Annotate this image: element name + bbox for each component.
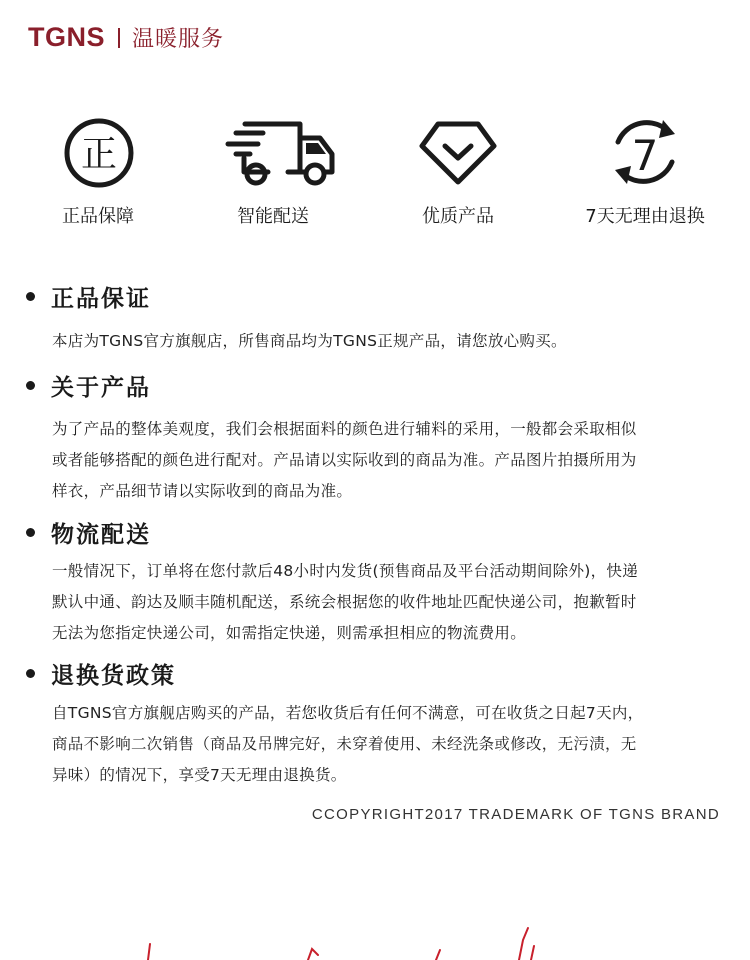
section-title-text: 退换货政策 (51, 663, 176, 689)
section-body (52, 414, 726, 507)
decorative-red-strokes (0, 900, 750, 960)
section-title (26, 516, 726, 549)
section-product (26, 369, 726, 507)
body-line: 本店为TGNS官方旗舰店，所售商品均为TGNS正规产品，请您放心购买。 (52, 332, 567, 350)
body-line: 自TGNS官方旗舰店购买的产品，若您收货后有任何不满意，可在收货之日起7天内， (52, 704, 644, 722)
section-returns (26, 657, 726, 791)
section-title-text: 物流配送 (51, 522, 151, 548)
brand-logo: TGNS (28, 22, 106, 52)
page-header (28, 22, 224, 53)
seal-glyph: 正 (80, 134, 118, 175)
body-line: 一般情况下，订单将在您付款后48小时内发货(预售商品及平台活动期间除外)，快递 (52, 562, 639, 580)
body-line: 商品不影响二次销售（商品及吊牌完好，未穿着使用、未经洗条或修改，无污渍，无 (52, 735, 637, 753)
feature-quality (373, 112, 543, 227)
section-title (26, 369, 726, 402)
feature-return (560, 112, 730, 227)
section-title (26, 280, 726, 313)
section-body (52, 556, 726, 649)
bullet-dot (26, 292, 35, 301)
section-title-text: 正品保证 (51, 286, 151, 312)
diamond-icon (418, 112, 498, 192)
body-line: 样衣，产品细节请以实际收到的商品为准。 (52, 482, 353, 500)
body-line: 为了产品的整体美观度，我们会根据面料的颜色进行辅料的采用，一般都会采取相似 (52, 420, 637, 438)
section-body (52, 326, 726, 357)
section-title (26, 657, 726, 690)
feature-authentic (13, 112, 183, 227)
feature-label: 正品保障 (62, 206, 134, 227)
section-logistics (26, 516, 726, 649)
section-title-text: 关于产品 (51, 375, 151, 401)
service-features (0, 112, 750, 232)
body-line: 异味）的情况下，享受7天无理由退换货。 (52, 766, 347, 784)
header-divider (118, 28, 120, 48)
body-line: 无法为您指定快递公司，如需指定快递，则需承担相应的物流费用。 (52, 624, 527, 642)
section-body (52, 698, 726, 791)
bullet-dot (26, 381, 35, 390)
bullet-dot (26, 528, 35, 537)
body-line: 默认中通、韵达及顺丰随机配送，系统会根据您的收件地址匹配快递公司，抱歉暂时 (52, 593, 637, 611)
seven-day-return-icon (605, 112, 685, 192)
feature-label: 7天无理由退换 (585, 206, 705, 227)
copyright-notice: CCOPYRIGHT2017 TRADEMARK OF TGNS BRAND (311, 806, 720, 823)
delivery-truck-icon (208, 112, 338, 192)
bullet-dot (26, 669, 35, 678)
header-tagline: 温暖服务 (132, 27, 225, 52)
section-authentic (26, 280, 726, 357)
feature-delivery (188, 112, 358, 227)
feature-label: 智能配送 (237, 206, 309, 227)
authentic-seal-icon (58, 112, 138, 192)
feature-label: 优质产品 (422, 206, 494, 227)
body-line: 或者能够搭配的颜色进行配对。产品请以实际收到的商品为准。产品图片拍摄所用为 (52, 451, 637, 469)
seven-glyph: 7 (631, 131, 659, 180)
